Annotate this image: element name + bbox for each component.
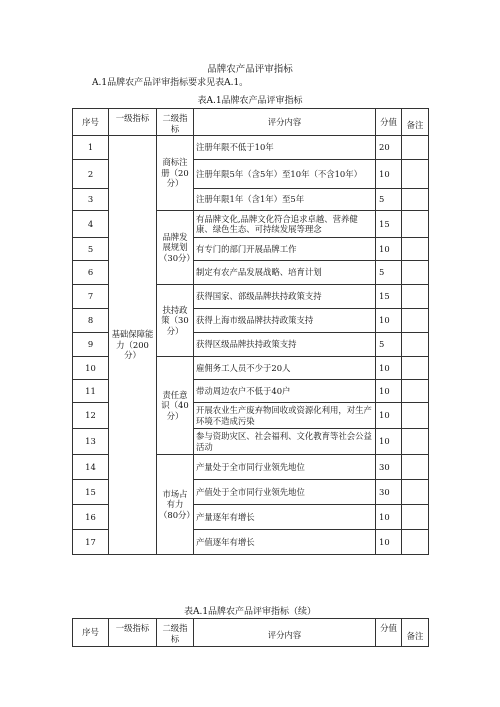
- table-caption: 表A.1品牌农产品评审指标: [197, 96, 303, 106]
- row-score: 15: [376, 285, 402, 309]
- header-level2: 二级指标: [157, 619, 194, 647]
- row-note: [402, 429, 429, 455]
- row-no: 9: [73, 333, 109, 357]
- table-header-row: [73, 109, 429, 136]
- row-no: 16: [73, 505, 109, 530]
- row-no: 11: [73, 380, 109, 403]
- row-score: 10: [376, 380, 402, 403]
- row-no: 15: [73, 480, 109, 505]
- header-content: 评分内容: [194, 619, 376, 647]
- row-score: 30: [376, 455, 402, 480]
- row-content: 开展农业生产废弃物回收或资源化利用，对生产环境不造成污染: [194, 403, 376, 429]
- row-note: [402, 505, 429, 530]
- row-score: 20: [376, 136, 402, 160]
- row-score: 10: [376, 403, 402, 429]
- row-score: 10: [376, 357, 402, 380]
- header-score: 分值: [376, 619, 402, 647]
- row-content: 产量逐年有增长: [194, 505, 376, 530]
- row-note: [402, 261, 429, 285]
- row-note: [402, 530, 429, 555]
- row-score: 5: [376, 189, 402, 211]
- header-note: 备注: [402, 109, 429, 136]
- row-content: 获得区级品牌扶持政策支持: [194, 333, 376, 357]
- continued-table: [72, 618, 429, 647]
- row-no: 12: [73, 403, 109, 429]
- row-score: 30: [376, 480, 402, 505]
- row-note: [402, 211, 429, 238]
- row-no: 4: [73, 211, 109, 238]
- row-content: 带动周边农户不低于40户: [194, 380, 376, 403]
- row-note: [402, 455, 429, 480]
- row-content: 注册年限1年（含1年）至5年: [194, 189, 376, 211]
- level2-cell: 市场占有力（80分）: [157, 455, 194, 555]
- row-note: [402, 357, 429, 380]
- row-score: 10: [376, 238, 402, 261]
- table-row: [73, 136, 429, 160]
- row-no: 1: [73, 136, 109, 160]
- row-score: 10: [376, 505, 402, 530]
- page-title: 品牌农产品评审指标: [207, 64, 293, 75]
- row-note: [402, 380, 429, 403]
- row-note: [402, 480, 429, 505]
- row-content: 获得上海市级品牌扶持政策支持: [194, 309, 376, 333]
- row-note: [402, 136, 429, 160]
- level2-cell: 品牌发展规划（30分）: [157, 211, 194, 285]
- row-content: 雇佣务工人员不少于20人: [194, 357, 376, 380]
- criteria-table: [72, 108, 429, 555]
- row-note: [402, 403, 429, 429]
- row-score: 10: [376, 429, 402, 455]
- row-score: 5: [376, 333, 402, 357]
- row-no: 8: [73, 309, 109, 333]
- row-content: 参与资助灾区、社会福利、文化教育等社会公益活动: [194, 429, 376, 455]
- header-note: 备注: [402, 619, 429, 647]
- row-note: [402, 160, 429, 189]
- row-note: [402, 309, 429, 333]
- row-no: 14: [73, 455, 109, 480]
- level2-cell: 扶持政策（30分）: [157, 285, 194, 357]
- row-content: 产值处于全市同行业领先地位: [194, 480, 376, 505]
- level2-cell: 商标注册（20分）: [157, 136, 194, 211]
- row-note: [402, 189, 429, 211]
- row-note: [402, 333, 429, 357]
- row-score: 5: [376, 261, 402, 285]
- header-no: 序号: [73, 109, 109, 136]
- row-no: 13: [73, 429, 109, 455]
- row-score: 15: [376, 211, 402, 238]
- row-content: 有品牌文化,品牌文化符合追求卓越、营养健康、绿色生态、可持续发展等理念: [194, 211, 376, 238]
- row-content: 注册年限5年（含5年）至10年（不含10年）: [194, 160, 376, 189]
- row-score: 10: [376, 530, 402, 555]
- row-content: 获得国家、部级品牌扶持政策支持: [194, 285, 376, 309]
- row-content: 产值逐年有增长: [194, 530, 376, 555]
- row-content: 制定有农产品发展战略、培育计划: [194, 261, 376, 285]
- row-no: 5: [73, 238, 109, 261]
- row-note: [402, 285, 429, 309]
- row-content: 注册年限不低于10年: [194, 136, 376, 160]
- header-score: 分值: [376, 109, 402, 136]
- row-score: 10: [376, 160, 402, 189]
- row-no: 3: [73, 189, 109, 211]
- table-header-row: [73, 619, 429, 647]
- level2-cell: 责任意识（40分）: [157, 357, 194, 455]
- row-note: [402, 238, 429, 261]
- header-level1: 一级指标: [109, 619, 157, 647]
- row-content: 有专门的部门开展品牌工作: [194, 238, 376, 261]
- row-no: 7: [73, 285, 109, 309]
- continued-caption: 表A.1品牌农产品评审指标（续）: [183, 607, 317, 617]
- row-no: 2: [73, 160, 109, 189]
- row-content: 产量处于全市同行业领先地位: [194, 455, 376, 480]
- header-level1: 一级指标: [109, 109, 157, 136]
- row-no: 10: [73, 357, 109, 380]
- header-level2: 二级指标: [157, 109, 194, 136]
- level1-cell: 基础保障能力（200分）: [109, 136, 157, 555]
- header-no: 序号: [73, 619, 109, 647]
- header-content: 评分内容: [194, 109, 376, 136]
- intro-text: A.1品牌农产品评审指标要求见表A.1。: [92, 78, 249, 88]
- row-score: 10: [376, 309, 402, 333]
- row-no: 6: [73, 261, 109, 285]
- row-no: 17: [73, 530, 109, 555]
